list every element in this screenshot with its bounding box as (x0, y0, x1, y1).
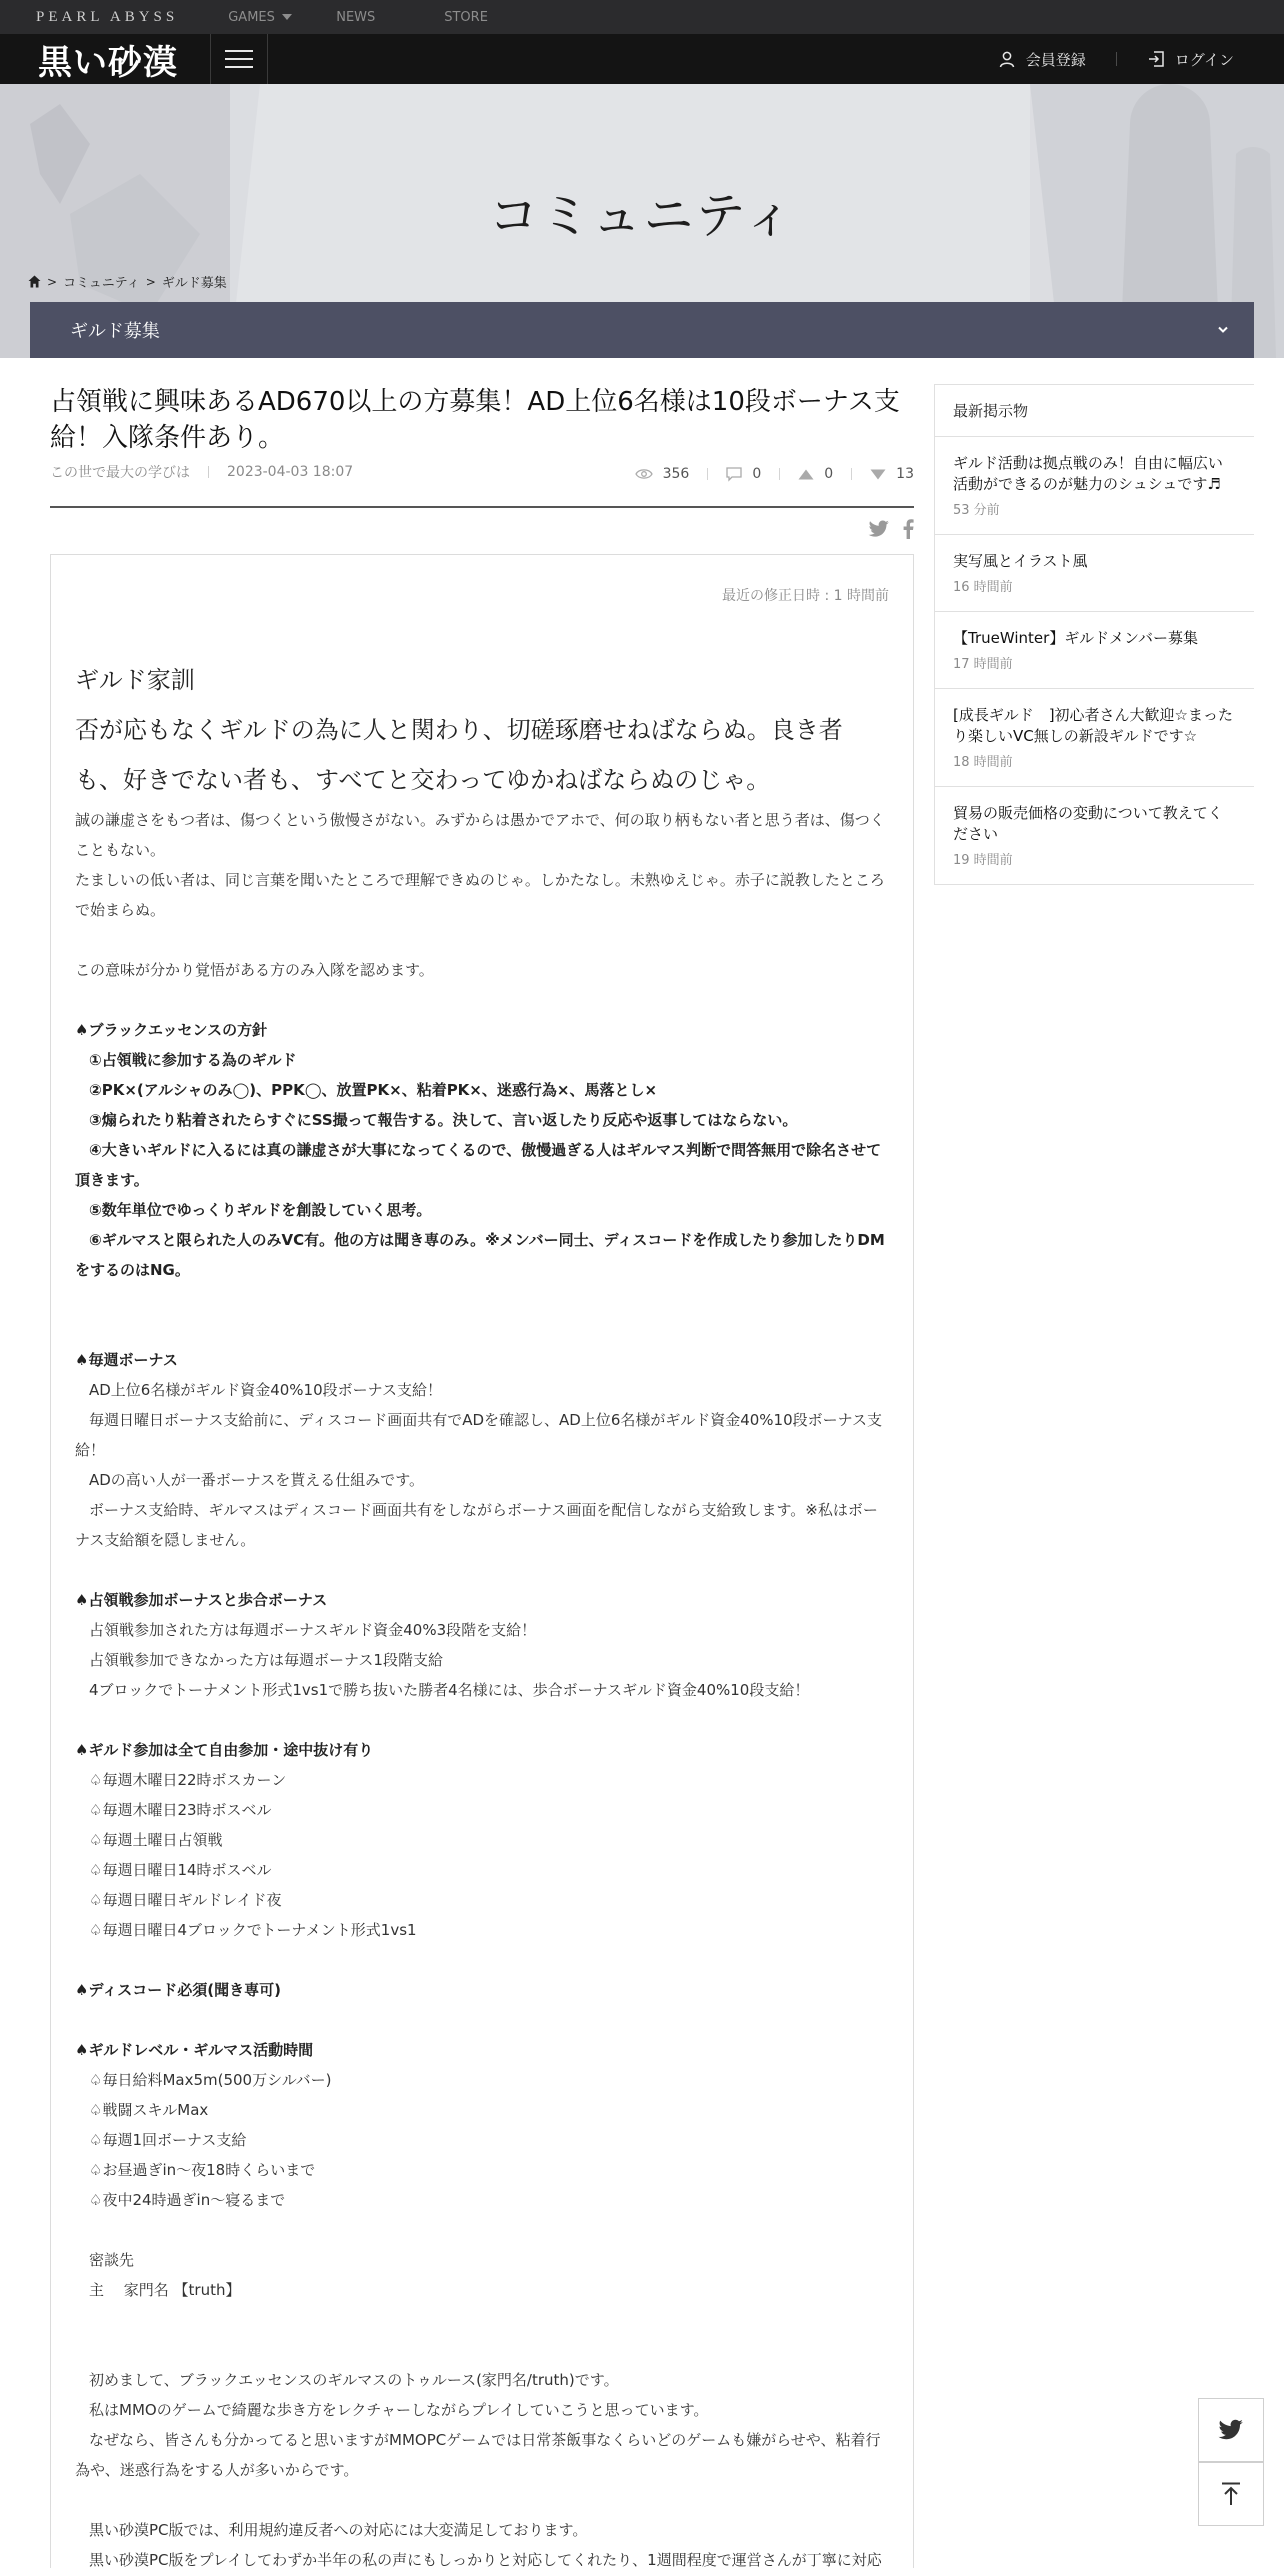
person-icon (998, 50, 1016, 68)
article-text-line: で始まらぬ。 (75, 901, 166, 919)
article-header (50, 384, 914, 502)
twitter-icon (1218, 2419, 1244, 2441)
article-text-line: ♤夜中24時過ぎin～寝るまで (89, 2191, 286, 2209)
chevron-down-icon (1218, 326, 1228, 334)
arrow-to-top-icon (1220, 2482, 1242, 2506)
article-text-line: 頂きます。 (75, 1171, 149, 1189)
article-text-line: ♤毎週日曜日ギルドレイド夜 (89, 1891, 282, 1909)
article-heading-line: も、好きでない者も、すべてと交わってゆかねばならぬのじゃ。 (75, 766, 771, 794)
article-text-line (75, 1315, 887, 1345)
stat-divider (779, 468, 780, 480)
article-text-line (75, 2305, 887, 2335)
article-text-line: 毎週日曜日ボーナス支給前に、ディスコード画面共有でADを確認し、AD上位6名様がギルド資金40%10段ボーナス支 (89, 1411, 883, 1429)
article-text-line: ♤毎週土曜日占領戦 (89, 1831, 223, 1849)
article-text-line: ①占領戦に参加する為のギルド (89, 1051, 297, 1069)
global-nav (228, 10, 552, 25)
article-text-line: ♠占領戦参加ボーナスと歩合ボーナス (75, 1591, 328, 1609)
article-text-line (75, 2335, 887, 2365)
breadcrumb-chevron-icon: > (47, 274, 58, 289)
article-text-line: ♤毎週木曜日22時ボスカーン (89, 1771, 287, 1789)
article-heading-line: 否が応もなくギルドの為に人と関わり、切磋琢磨せねばならぬ。良き者 (75, 716, 843, 744)
article-text-line: 占領戦参加された方は毎週ボーナスギルド資金40%3段階を支給！ (89, 1621, 537, 1639)
article-text-line: ♤毎週木曜日23時ボスベル (89, 1801, 272, 1819)
article-text-line (75, 2005, 887, 2035)
category-label: ギルド募集 (70, 321, 160, 342)
latest-post-item[interactable] (935, 437, 1254, 535)
meta-divider (208, 466, 209, 478)
stat-divider (707, 468, 708, 480)
article-meta (50, 462, 914, 502)
article-text-line: ♤お昼過ぎin～夜18時くらいまで (89, 2161, 316, 2179)
hamburger-menu-button[interactable] (210, 34, 268, 84)
comment-icon (726, 467, 742, 482)
latest-post-item[interactable] (935, 787, 1254, 885)
nav-news-label: NEWS (336, 9, 376, 25)
header-divider (1116, 52, 1117, 66)
breadcrumb-chevron-icon: > (145, 274, 156, 289)
nav-games-label: GAMES (228, 9, 275, 25)
login-icon (1147, 50, 1165, 68)
article-text-line: ♤毎週日曜日4ブロックでトーナメント形式1vs1 (89, 1921, 417, 1939)
article-text-line: ♠ギルドレベル・ギルマス活動時間 (75, 2041, 314, 2059)
article-text-line: AD上位6名様がギルド資金40%10段ボーナス支給！ (89, 1381, 443, 1399)
eye-icon (635, 468, 653, 480)
twitter-icon[interactable] (868, 520, 890, 538)
article-heading-line: ギルド家訓 (75, 666, 195, 694)
like-button[interactable] (798, 466, 833, 482)
article-text-line: ♤毎日給料Max5m(500万シルバー) (89, 2071, 332, 2089)
article-text-line (75, 1945, 887, 1975)
nav-news[interactable] (336, 10, 444, 25)
article-text-line (75, 2215, 887, 2245)
comment-count (726, 466, 761, 482)
login-label: ログイン (1174, 50, 1234, 69)
sidebar-heading: 最新掲示物 (935, 385, 1254, 437)
global-nav-bar (0, 0, 1284, 34)
latest-post-time: 17 時間前 (953, 657, 1013, 672)
author-name[interactable]: この世で最大の学びは (50, 465, 190, 481)
latest-post-title: 【TrueWinter】ギルドメンバー募集 (953, 629, 1198, 647)
article-text-line (75, 1705, 887, 1735)
comment-count-value: 0 (752, 466, 762, 482)
article-text-line (75, 925, 887, 955)
article-text-line: ボーナス支給時、ギルマスはディスコード画面共有をしながらボーナス画面を配信しながら支給致します。※私はボー (89, 1501, 878, 1519)
article-text-line: ⑤数年単位でゆっくりギルドを創設していく思考。 (89, 1201, 432, 1219)
facebook-icon[interactable] (902, 519, 914, 539)
triangle-down-icon (870, 469, 886, 480)
latest-post-item[interactable] (935, 689, 1254, 787)
title-divider (50, 506, 914, 508)
latest-post-item[interactable] (935, 612, 1254, 689)
black-desert-logo[interactable]: 黒い砂漠 (38, 42, 178, 83)
dislike-count-value: 13 (896, 466, 914, 482)
breadcrumb-community[interactable]: コミュニティ (63, 276, 140, 291)
breadcrumb-guild-recruit[interactable]: ギルド募集 (161, 276, 227, 291)
article-text-line: ♠ギルド参加は全て自由参加・途中抜け有り (75, 1741, 374, 1759)
latest-post-time: 19 時間前 (953, 853, 1013, 868)
latest-post-title: [成長ギルド ]初心者さん大歓迎☆まったり楽しいVC無しの新設ギルドです☆ (953, 706, 1234, 745)
article-text-line: ②PK×(アルシャのみ◯)、PPK◯、放置PK×、粘着PK×、迷惑行為×、馬落とし× (89, 1081, 658, 1099)
site-header (0, 34, 1284, 84)
article-text-line: ♠ブラックエッセンスの方針 (75, 1021, 268, 1039)
article-text-line: 主 家門名 【truth】 (89, 2281, 241, 2299)
breadcrumb (28, 272, 227, 291)
article-text-line (75, 1555, 887, 1585)
article-content (50, 554, 914, 2568)
pearl-abyss-logo[interactable]: PEARL ABYSS (36, 8, 179, 25)
page-title: コミュニティ (488, 187, 796, 245)
author-info (50, 462, 353, 482)
stat-divider (851, 468, 852, 480)
article-text-line: ♠毎週ボーナス (75, 1351, 178, 1369)
caret-down-icon (282, 14, 292, 20)
article-text-line: 黒い砂漠PC版では、利用規約違反者への対応には大変満足しております。 (89, 2521, 588, 2539)
register-label: 会員登録 (1025, 50, 1086, 69)
category-select[interactable] (30, 302, 1254, 358)
article-text-line: 誠の謙虚さをもつ者は、傷つくという傲慢さがない。みずからは愚かでアホで、何の取り柄もない者と思う者は、傷つく (75, 811, 885, 829)
dislike-button[interactable] (870, 466, 914, 482)
article-text-line (75, 1285, 887, 1315)
article-text-line: ADの高い人が一番ボーナスを貰える仕組みです。 (89, 1471, 425, 1489)
nav-store[interactable] (444, 10, 552, 25)
latest-post-time: 18 時間前 (953, 755, 1013, 770)
latest-post-item[interactable] (935, 535, 1254, 612)
like-count-value: 0 (824, 466, 834, 482)
nav-games[interactable] (228, 10, 336, 25)
article-text-line (75, 985, 887, 1015)
article-text-line: ♠ディスコード必須(聞き専可) (75, 1981, 281, 1999)
article-text-line: 黒い砂漠PC版をプレイしてわずか半年の私の声にもしっかりと対応してくれたり、1週間程度で運営さんが丁寧に対応 (89, 2551, 882, 2568)
article-text-line: 私はMMOのゲームで綺麗な歩き方をレクチャーしながらプレイしていこうと思っています。 (89, 2401, 709, 2419)
latest-post-title: 実写風とイラスト風 (953, 552, 1088, 570)
latest-posts-sidebar (934, 384, 1254, 885)
article-text-line: ③煽られたり粘着されたらすぐにSS撮って報告する。決して、言い返したり反応や返事してはならない。 (89, 1111, 798, 1129)
article-text-line: たましいの低い者は、同じ言葉を聞いたところで理解できぬのじゃ。しかたなし。未熟ゆえじゃ。赤子に説教したところ (75, 871, 885, 889)
latest-post-time: 53 分前 (953, 503, 1000, 518)
article-body (75, 655, 887, 2568)
latest-post-title: 貿易の販売価格の変動について教えてください (953, 804, 1223, 843)
article-text-line: ⑥ギルマスと限られた人のみVC有。他の方は聞き専のみ。※メンバー同士、ディスコードを作成したり参加したりDM (89, 1231, 885, 1249)
article-title: 占領戦に興味あるAD670以上の方募集！AD上位6名様は10段ボーナス支給！入隊条件あり。 (50, 387, 900, 453)
article-text-line: ♤戦闘スキルMax (89, 2101, 209, 2119)
article-text-line: なぜなら、皆さんも分かってると思いますがMMOPCゲームでは日常茶飯事なくらいどのゲームも嫌がらせや、粘着行 (89, 2431, 881, 2449)
view-count-value: 356 (662, 466, 690, 482)
article-text-line: この意味が分かり覚悟がある方のみ入隊を認めます。 (75, 961, 434, 979)
community-hero (0, 84, 1284, 358)
latest-post-time: 16 時間前 (953, 580, 1013, 595)
share-buttons (50, 516, 914, 542)
register-link[interactable] (998, 49, 1086, 70)
twitter-share-button[interactable] (1198, 2398, 1264, 2462)
article-text-line: ④大きいギルドに入るには真の謙虚さが大事になってくるので、傲慢過ぎる人はギルマス判断で問答無用で除名させて (89, 1141, 882, 1159)
article-text-line: こともない。 (75, 841, 166, 859)
home-icon[interactable] (28, 275, 41, 288)
login-link[interactable] (1147, 49, 1234, 70)
article-text-line: ナス支給額を隠しません。 (75, 1531, 256, 1549)
triangle-up-icon (798, 469, 814, 480)
scroll-to-top-button[interactable] (1198, 2462, 1264, 2526)
article-text-line: をするのはNG。 (75, 1261, 190, 1279)
article-text-line: 為や、迷惑行為をする人が多いからです。 (75, 2461, 359, 2479)
last-modified: 最近の修正日時 : 1 時間前 (722, 588, 889, 604)
article-text-line (75, 2485, 887, 2515)
view-count (635, 466, 690, 482)
post-date: 2023-04-03 18:07 (227, 464, 354, 480)
article-text-line: 初めまして、ブラックエッセンスのギルマスのトゥルース(家門名/truth)です。 (89, 2371, 619, 2389)
article-text-line: 給！ (75, 1441, 106, 1459)
article-text-line: ♤毎週日曜日14時ボスベル (89, 1861, 272, 1879)
nav-store-label: STORE (444, 9, 488, 25)
header-account-links (998, 49, 1234, 70)
article-text-line: 4ブロックでトーナメント形式1vs1で勝ち抜いた勝者4名様には、歩合ボーナスギルド資金40%10段支給！ (89, 1681, 810, 1699)
article-text-line: ♤毎週1回ボーナス支給 (89, 2131, 247, 2149)
article-text-line: 占領戦参加できなかった方は毎週ボーナス1段階支給 (89, 1651, 443, 1669)
latest-post-title: ギルド活動は拠点戦のみ！自由に幅広い活動ができるのが魅力のシュシュです♬ (953, 454, 1223, 493)
article-text-line: 密談先 (89, 2251, 135, 2269)
article-stats (635, 466, 914, 482)
